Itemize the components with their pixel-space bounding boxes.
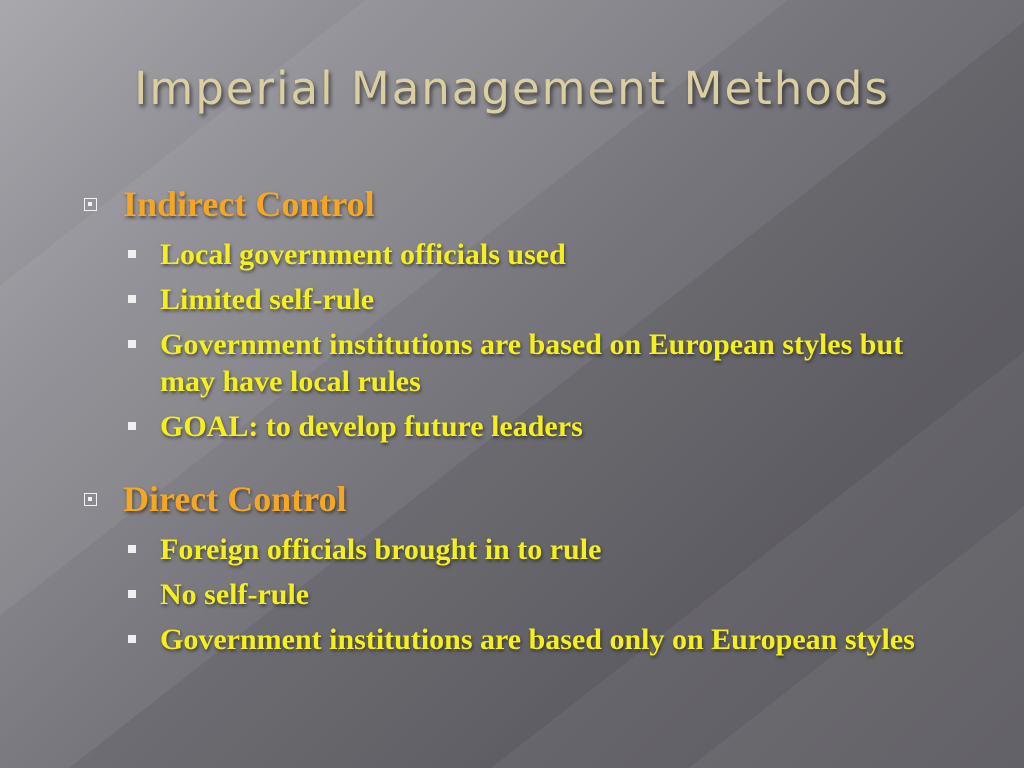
list-item bbox=[128, 326, 958, 400]
square-bullet-icon bbox=[128, 422, 136, 430]
list-item-text: No self-rule bbox=[160, 578, 310, 611]
section-direct-control bbox=[78, 475, 958, 658]
square-bullet-icon bbox=[128, 635, 136, 643]
square-bullet-icon bbox=[128, 545, 136, 553]
square-bullet-icon bbox=[128, 250, 136, 258]
list-item-text: Government institutions are based on European styles but may have local rules bbox=[160, 328, 904, 398]
section-heading-row bbox=[78, 475, 958, 523]
list-item-text: Foreign officials brought in to rule bbox=[160, 533, 602, 566]
list-item-text: GOAL: to develop future leaders bbox=[160, 410, 583, 443]
list-item-text: Limited self-rule bbox=[160, 283, 375, 316]
section-heading: Indirect Control bbox=[123, 184, 375, 224]
square-bullet-icon bbox=[128, 295, 136, 303]
square-bullet-icon bbox=[128, 590, 136, 598]
section-indirect-control bbox=[78, 180, 958, 445]
list-item-text: Government institutions are based only on European styles bbox=[160, 623, 915, 656]
slide-title: Imperial Management Methods bbox=[134, 62, 890, 115]
list-item bbox=[128, 576, 958, 613]
list-item bbox=[128, 531, 958, 568]
list-item bbox=[128, 621, 958, 658]
section-heading-row bbox=[78, 180, 958, 228]
list-item bbox=[128, 236, 958, 273]
section-heading: Direct Control bbox=[123, 479, 347, 519]
boxed-square-bullet-icon bbox=[84, 198, 97, 211]
list-item bbox=[128, 408, 958, 445]
square-bullet-icon bbox=[128, 340, 136, 348]
list-item-text: Local government officials used bbox=[160, 238, 566, 271]
bullet-list bbox=[78, 531, 958, 658]
bullet-list bbox=[78, 236, 958, 445]
slide-content bbox=[78, 180, 958, 688]
list-item bbox=[128, 281, 958, 318]
boxed-square-bullet-icon bbox=[84, 493, 97, 506]
